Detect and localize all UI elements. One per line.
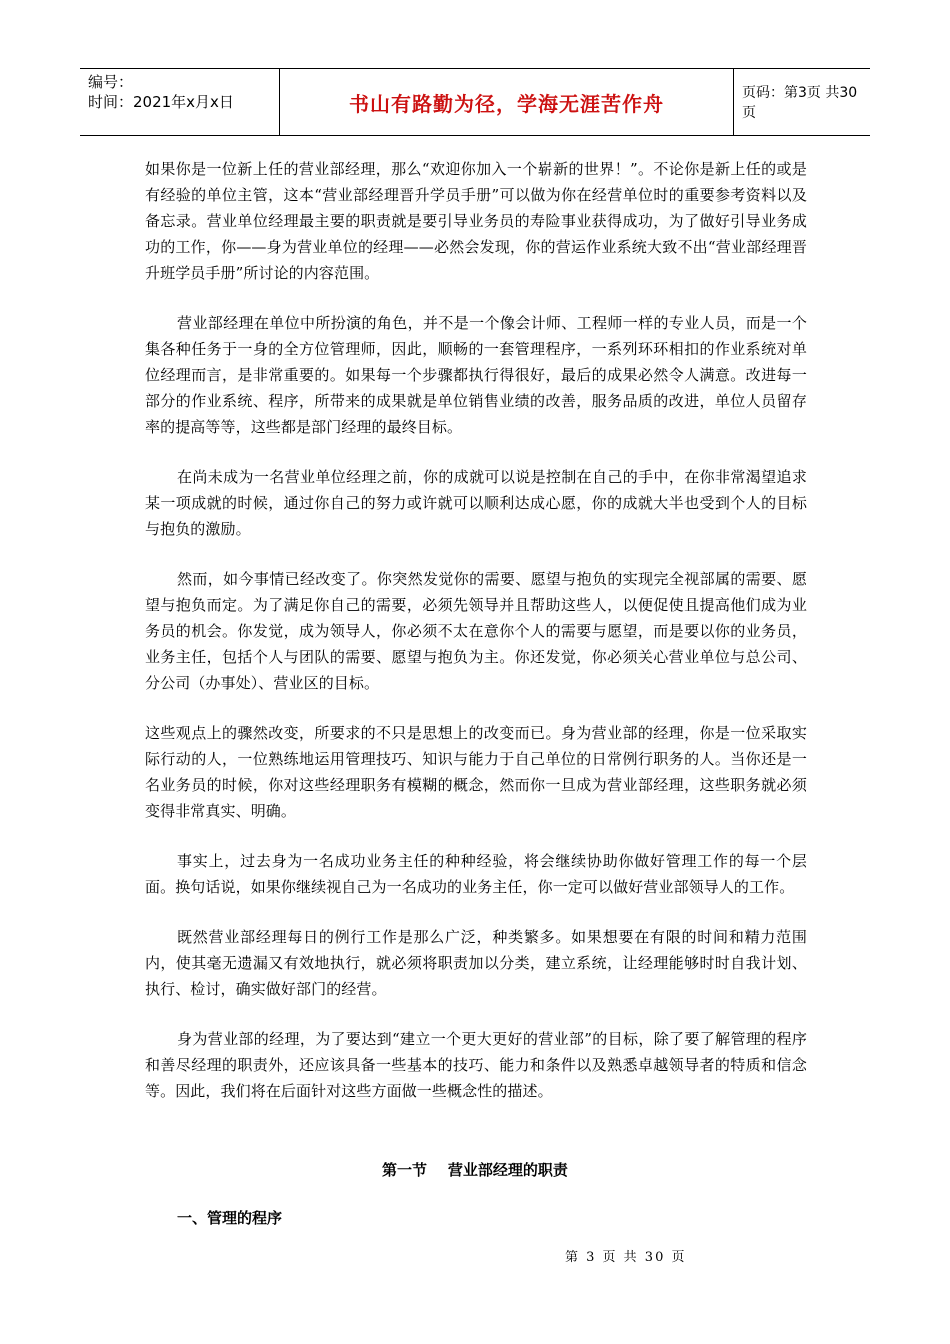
paragraph: 然而，如今事情已经改变了。你突然发觉你的需要、愿望与抱负的实现完全视部属的需要、愿望与抱负而定。为了满足你自己的需要，必须先领导并且帮助这些人，以便促使且提高他们成为业务员的机会。你发觉，成为领导人，你必须不太在意你个人的需要与愿望，而是要以你的业务员，业务主任，包括个人与团队的需要、愿望与抱负为主。你还发觉，你必须关心营业单位与总公司、分公司（办事处）、营业区的目标。 (145, 570, 807, 692)
document-body (145, 156, 807, 1128)
paragraph: 既然营业部经理每日的例行工作是那么广泛，种类繁多。如果想要在有限的时间和精力范围内，使其毫无遗漏又有效地执行，就必须将职责加以分类，建立系统，让经理能够时时自我计划、执行、检讨，确实做好部门的经营。 (145, 928, 807, 998)
header-page-info: 页码：第3页 共30页 (742, 85, 858, 121)
paragraph: 在尚未成为一名营业单位经理之前，你的成就可以说是控制在自己的手中，在你非常渴望追求某一项成就的时候，通过你自己的努力或许就可以顺利达成心愿，你的成就大半也受到个人的目标与抱负的激励。 (145, 468, 807, 538)
subsection-title: 一、管理的程序 (177, 1209, 283, 1227)
paragraph: 这些观点上的骤然改变，所要求的不只是思想上的改变而已。身为营业部的经理，你是一位采取实际行动的人，一位熟练地运用管理技巧、知识与能力于自己单位的日常例行职务的人。当你还是一名业务员的时候，你对这些经理职务有模糊的概念，然而你一旦成为营业部经理，这些职务就必须变得非常真实、明确。 (145, 724, 807, 820)
paragraph: 如果你是一位新上任的营业部经理，那么“欢迎你加入一个崭新的世界！”。不论你是新上任的或是有经验的单位主管，这本“营业部经理晋升学员手册”可以做为你在经营单位时的重要参考资料以及备忘录。营业单位经理最主要的职责就是要引导业务员的寿险事业获得成功，为了做好引导业务成功的工作，你——身为营业单位的经理——必然会发现，你的营运作业系统大致不出“营业部经理晋升班学员手册”所讨论的内容范围。 (145, 160, 807, 282)
document-date: 时间：2021年x月x日 (88, 93, 234, 111)
section-title: 第一节 营业部经理的职责 (382, 1161, 568, 1179)
document-number-label: 编号： (88, 73, 134, 91)
header-meta (80, 69, 280, 135)
paragraph: 事实上，过去身为一名成功业务主任的种种经验，将会继续协助你做好管理工作的每一个层面。换句话说，如果你继续视自己为一名成功的业务主任，你一定可以做好营业部领导人的工作。 (145, 852, 807, 896)
paragraph: 身为营业部的经理，为了要达到“建立一个更大更好的营业部”的目标，除了要了解管理的程序和善尽经理的职责外，还应该具备一些基本的技巧、能力和条件以及熟悉卓越领导者的特质和信念等。因此，我们将在后面针对这些方面做一些概念性的描述。 (145, 1030, 807, 1100)
paragraph: 营业部经理在单位中所扮演的角色，并不是一个像会计师、工程师一样的专业人员，而是一个集各种任务于一身的全方位管理师，因此，顺畅的一套管理程序，一系列环环相扣的作业系统对单位经理而言，是非常重要的。如果每一个步骤都执行得很好，最后的成果必然令人满意。改进每一部分的作业系统、程序，所带来的成果就是单位销售业绩的改善，服务品质的改进，单位人员留存率的提高等等，这些都是部门经理的最终目标。 (145, 314, 807, 436)
page-footer: 第 3 页 共 30 页 (565, 1250, 687, 1265)
page-header (80, 68, 870, 136)
header-motto: 书山有路勤为径，学海无涯苦作舟 (280, 69, 734, 135)
